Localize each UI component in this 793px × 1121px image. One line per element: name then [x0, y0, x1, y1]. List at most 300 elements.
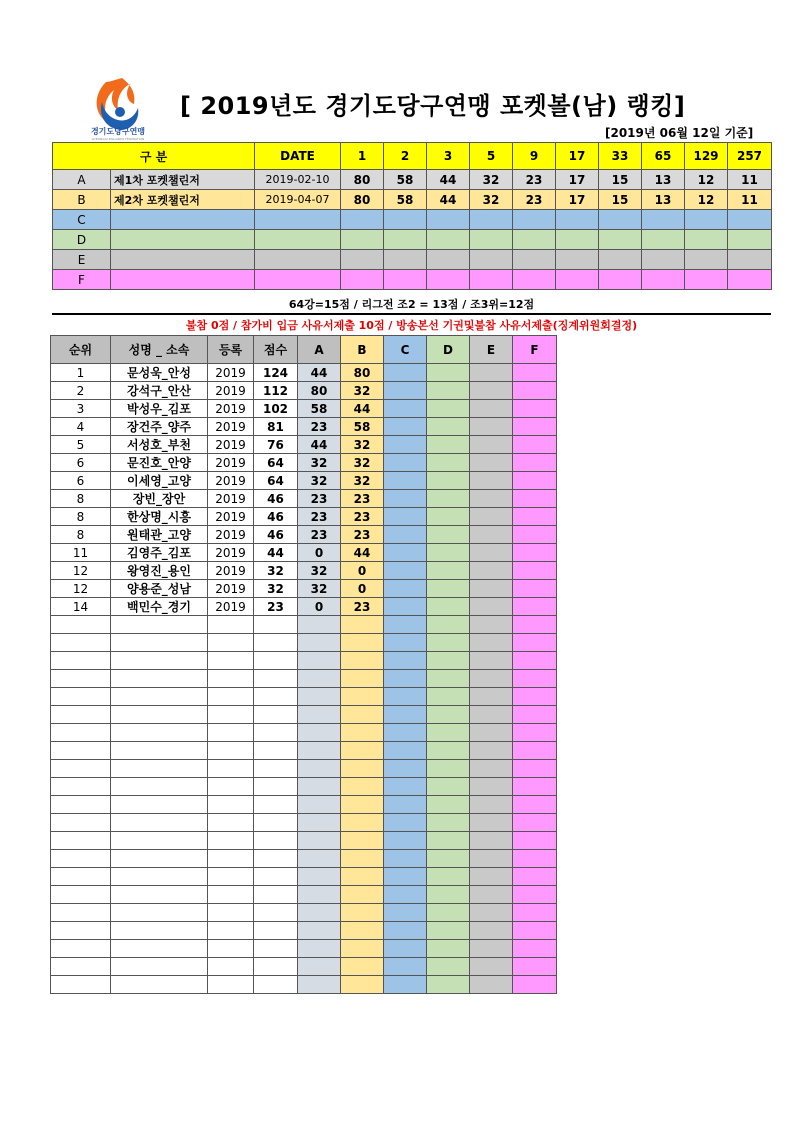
penalty-rule-text: 불참 0점 / 참가비 입금 사유서제출 10점 / 방송본선 기권및불참 사유서제출(징계위원회결정) — [185, 319, 638, 332]
ranking-cell: 23 — [298, 526, 341, 544]
tournament-points: 58 — [384, 190, 427, 210]
empty-cell — [254, 904, 298, 922]
table-row — [51, 508, 557, 526]
empty-cell — [254, 958, 298, 976]
header-rank-2: 2 — [384, 143, 427, 170]
empty-cell — [208, 616, 254, 634]
ranking-cell — [384, 544, 427, 562]
ranking-cell — [470, 562, 513, 580]
empty-cell — [51, 796, 111, 814]
table-row — [51, 562, 557, 580]
ranking-cell: 2019 — [208, 436, 254, 454]
ranking-cell — [470, 490, 513, 508]
empty-cell — [254, 670, 298, 688]
empty-cell — [51, 724, 111, 742]
empty-cell — [513, 850, 557, 868]
ranking-header-cell: C — [384, 336, 427, 364]
header-rank-5: 5 — [470, 143, 513, 170]
tournament-code: B — [53, 190, 111, 210]
empty-cell — [427, 850, 470, 868]
empty-cell — [427, 616, 470, 634]
empty-cell — [208, 634, 254, 652]
ranking-cell — [427, 454, 470, 472]
ranking-cell: 23 — [298, 418, 341, 436]
empty-cell — [341, 976, 384, 994]
ranking-cell — [427, 544, 470, 562]
table-row — [51, 544, 557, 562]
empty-cell — [111, 760, 208, 778]
tournament-points — [685, 250, 728, 270]
ranking-header-cell: E — [470, 336, 513, 364]
empty-cell — [208, 742, 254, 760]
tournament-points — [470, 250, 513, 270]
empty-cell — [111, 706, 208, 724]
empty-cell — [341, 652, 384, 670]
ranking-header-cell: A — [298, 336, 341, 364]
empty-row — [51, 958, 557, 976]
tournament-points: 13 — [642, 190, 685, 210]
empty-cell — [470, 832, 513, 850]
empty-cell — [427, 814, 470, 832]
empty-cell — [111, 742, 208, 760]
empty-cell — [254, 724, 298, 742]
empty-cell — [298, 940, 341, 958]
table-row — [51, 490, 557, 508]
empty-cell — [513, 616, 557, 634]
empty-cell — [427, 724, 470, 742]
empty-row — [51, 652, 557, 670]
tournament-points — [513, 270, 556, 290]
ranking-cell: 2019 — [208, 598, 254, 616]
empty-cell — [470, 814, 513, 832]
tournament-points — [599, 270, 642, 290]
empty-row — [51, 670, 557, 688]
empty-cell — [470, 778, 513, 796]
empty-cell — [341, 958, 384, 976]
ranking-cell: 14 — [51, 598, 111, 616]
ranking-cell — [513, 436, 557, 454]
ranking-cell — [384, 418, 427, 436]
ranking-cell — [384, 508, 427, 526]
ranking-cell — [470, 526, 513, 544]
ranking-cell: 8 — [51, 526, 111, 544]
tournament-date — [255, 250, 341, 270]
ranking-cell — [427, 364, 470, 382]
tournament-points — [513, 230, 556, 250]
ranking-cell: 124 — [254, 364, 298, 382]
empty-cell — [513, 940, 557, 958]
empty-cell — [208, 940, 254, 958]
tournament-date — [255, 230, 341, 250]
empty-row — [51, 724, 557, 742]
ranking-cell: 6 — [51, 454, 111, 472]
empty-cell — [470, 958, 513, 976]
ranking-cell — [513, 598, 557, 616]
tournament-date: 2019-04-07 — [255, 190, 341, 210]
empty-cell — [427, 886, 470, 904]
empty-cell — [298, 904, 341, 922]
ranking-cell: 23 — [298, 508, 341, 526]
tournament-name — [111, 270, 255, 290]
empty-cell — [341, 886, 384, 904]
tournament-points — [384, 210, 427, 230]
tournament-points — [341, 210, 384, 230]
tournament-points: 13 — [642, 170, 685, 190]
empty-cell — [427, 832, 470, 850]
ranking-cell: 81 — [254, 418, 298, 436]
tournament-points — [427, 230, 470, 250]
ranking-cell: 44 — [298, 364, 341, 382]
ranking-cell: 양용준_성남 — [111, 580, 208, 598]
tournament-row-c — [53, 210, 772, 230]
tournament-points — [728, 230, 772, 250]
empty-cell — [111, 670, 208, 688]
empty-cell — [111, 634, 208, 652]
tournament-points — [470, 210, 513, 230]
ranking-cell: 44 — [298, 436, 341, 454]
ranking-cell: 박성우_김포 — [111, 400, 208, 418]
empty-cell — [427, 760, 470, 778]
ranking-cell: 32 — [254, 562, 298, 580]
tournament-row-b — [53, 190, 772, 210]
tournament-name — [111, 210, 255, 230]
ranking-cell: 32 — [298, 472, 341, 490]
empty-cell — [427, 958, 470, 976]
ranking-cell — [513, 382, 557, 400]
tournament-row-a — [53, 170, 772, 190]
empty-cell — [111, 778, 208, 796]
empty-cell — [298, 958, 341, 976]
ranking-cell: 46 — [254, 490, 298, 508]
ranking-header-cell: B — [341, 336, 384, 364]
empty-cell — [254, 688, 298, 706]
ranking-cell: 12 — [51, 562, 111, 580]
tournament-name: 제2차 포켓챌린저 — [111, 190, 255, 210]
empty-cell — [513, 922, 557, 940]
empty-cell — [341, 778, 384, 796]
divider — [52, 313, 771, 315]
tournament-points: 44 — [427, 170, 470, 190]
empty-cell — [341, 850, 384, 868]
empty-cell — [254, 796, 298, 814]
ranking-header-cell: D — [427, 336, 470, 364]
ranking-cell: 23 — [341, 526, 384, 544]
empty-cell — [208, 760, 254, 778]
tournament-points — [599, 230, 642, 250]
tournament-points — [341, 270, 384, 290]
ranking-header-cell: 등록 — [208, 336, 254, 364]
empty-cell — [384, 796, 427, 814]
tournament-points: 12 — [685, 190, 728, 210]
ranking-cell — [513, 526, 557, 544]
tournament-code: C — [53, 210, 111, 230]
ranking-cell — [513, 454, 557, 472]
empty-cell — [384, 760, 427, 778]
logo-org-name: 경기도당구연맹 — [90, 127, 146, 136]
empty-cell — [384, 706, 427, 724]
empty-cell — [427, 904, 470, 922]
ranking-cell: 문진호_안양 — [111, 454, 208, 472]
empty-cell — [341, 922, 384, 940]
ranking-cell — [384, 598, 427, 616]
ranking-cell — [513, 364, 557, 382]
ranking-cell: 백민수_경기 — [111, 598, 208, 616]
tournament-points — [556, 270, 599, 290]
ranking-cell — [470, 454, 513, 472]
empty-cell — [254, 760, 298, 778]
table-row — [51, 598, 557, 616]
tournament-points: 12 — [685, 170, 728, 190]
ranking-cell: 46 — [254, 526, 298, 544]
empty-cell — [470, 904, 513, 922]
empty-cell — [111, 868, 208, 886]
ranking-cell — [427, 400, 470, 418]
empty-cell — [427, 634, 470, 652]
ranking-cell — [470, 436, 513, 454]
empty-cell — [51, 976, 111, 994]
empty-row — [51, 778, 557, 796]
empty-cell — [51, 886, 111, 904]
empty-cell — [427, 706, 470, 724]
empty-cell — [384, 778, 427, 796]
empty-cell — [513, 868, 557, 886]
tournament-points — [427, 250, 470, 270]
empty-cell — [427, 688, 470, 706]
empty-cell — [341, 688, 384, 706]
empty-cell — [111, 688, 208, 706]
empty-cell — [208, 868, 254, 886]
empty-cell — [51, 778, 111, 796]
empty-cell — [51, 688, 111, 706]
tournament-date: 2019-02-10 — [255, 170, 341, 190]
ranking-cell: 112 — [254, 382, 298, 400]
empty-cell — [254, 940, 298, 958]
empty-cell — [208, 670, 254, 688]
ranking-cell: 4 — [51, 418, 111, 436]
empty-cell — [341, 706, 384, 724]
ranking-cell: 32 — [341, 454, 384, 472]
ranking-cell: 2019 — [208, 580, 254, 598]
header-rank-257: 257 — [728, 143, 772, 170]
empty-row — [51, 760, 557, 778]
table-row — [51, 526, 557, 544]
tournament-points — [341, 230, 384, 250]
empty-cell — [254, 868, 298, 886]
ranking-cell — [384, 382, 427, 400]
tournament-points — [384, 270, 427, 290]
empty-cell — [254, 832, 298, 850]
ranking-cell: 23 — [341, 598, 384, 616]
empty-cell — [470, 868, 513, 886]
ranking-cell: 64 — [254, 472, 298, 490]
empty-cell — [111, 976, 208, 994]
tournament-points — [513, 210, 556, 230]
empty-cell — [111, 724, 208, 742]
empty-cell — [384, 976, 427, 994]
empty-row — [51, 634, 557, 652]
empty-cell — [427, 652, 470, 670]
ranking-cell: 44 — [341, 400, 384, 418]
empty-cell — [513, 706, 557, 724]
empty-cell — [384, 886, 427, 904]
ranking-cell — [427, 418, 470, 436]
ranking-cell — [427, 382, 470, 400]
ranking-table — [50, 335, 557, 994]
ranking-cell: 12 — [51, 580, 111, 598]
empty-cell — [427, 976, 470, 994]
ranking-cell: 김영주_김포 — [111, 544, 208, 562]
ranking-cell: 원태관_고양 — [111, 526, 208, 544]
empty-cell — [51, 904, 111, 922]
ranking-cell — [513, 400, 557, 418]
empty-cell — [254, 778, 298, 796]
ranking-cell: 32 — [298, 454, 341, 472]
tournament-points: 23 — [513, 190, 556, 210]
empty-cell — [208, 832, 254, 850]
ranking-cell: 1 — [51, 364, 111, 382]
ranking-cell: 5 — [51, 436, 111, 454]
tournament-points — [685, 210, 728, 230]
empty-cell — [51, 670, 111, 688]
ranking-cell: 2019 — [208, 544, 254, 562]
ranking-cell — [470, 580, 513, 598]
empty-cell — [51, 850, 111, 868]
empty-cell — [470, 940, 513, 958]
empty-cell — [298, 634, 341, 652]
empty-cell — [513, 778, 557, 796]
empty-cell — [208, 976, 254, 994]
empty-cell — [51, 814, 111, 832]
empty-cell — [254, 742, 298, 760]
empty-cell — [111, 652, 208, 670]
empty-cell — [51, 616, 111, 634]
ranking-cell: 23 — [341, 508, 384, 526]
ranking-cell: 32 — [341, 472, 384, 490]
empty-cell — [208, 904, 254, 922]
tournament-points: 11 — [728, 190, 772, 210]
empty-cell — [384, 940, 427, 958]
ranking-header-cell: 점수 — [254, 336, 298, 364]
ranking-cell: 32 — [298, 562, 341, 580]
empty-cell — [51, 706, 111, 724]
empty-cell — [111, 904, 208, 922]
empty-cell — [298, 688, 341, 706]
empty-cell — [470, 922, 513, 940]
ranking-cell: 2019 — [208, 400, 254, 418]
tournament-points: 15 — [599, 170, 642, 190]
empty-cell — [111, 922, 208, 940]
empty-cell — [384, 850, 427, 868]
ranking-cell — [427, 562, 470, 580]
empty-cell — [470, 796, 513, 814]
ranking-cell — [513, 562, 557, 580]
empty-cell — [51, 652, 111, 670]
empty-cell — [254, 922, 298, 940]
ranking-cell: 32 — [341, 382, 384, 400]
ranking-cell: 23 — [341, 490, 384, 508]
empty-cell — [51, 634, 111, 652]
ranking-cell — [384, 472, 427, 490]
empty-cell — [208, 814, 254, 832]
empty-cell — [254, 850, 298, 868]
empty-cell — [298, 652, 341, 670]
ranking-cell: 2019 — [208, 382, 254, 400]
empty-cell — [298, 796, 341, 814]
ranking-cell: 문성욱_안성 — [111, 364, 208, 382]
ranking-cell — [470, 400, 513, 418]
tournament-code: A — [53, 170, 111, 190]
empty-cell — [513, 904, 557, 922]
empty-cell — [254, 652, 298, 670]
header-rank-129: 129 — [685, 143, 728, 170]
empty-cell — [208, 922, 254, 940]
ranking-cell: 0 — [298, 598, 341, 616]
ranking-cell — [470, 418, 513, 436]
ranking-cell — [470, 508, 513, 526]
empty-cell — [470, 886, 513, 904]
ranking-cell — [384, 562, 427, 580]
empty-cell — [208, 688, 254, 706]
empty-cell — [111, 958, 208, 976]
empty-cell — [384, 958, 427, 976]
empty-cell — [208, 958, 254, 976]
empty-cell — [427, 796, 470, 814]
ranking-cell — [470, 544, 513, 562]
empty-cell — [208, 706, 254, 724]
empty-cell — [341, 868, 384, 886]
empty-cell — [208, 724, 254, 742]
table-row — [51, 472, 557, 490]
empty-cell — [384, 742, 427, 760]
empty-cell — [208, 778, 254, 796]
ranking-cell — [427, 472, 470, 490]
header-date: DATE — [255, 143, 341, 170]
ranking-cell — [384, 400, 427, 418]
ranking-cell: 이세영_고양 — [111, 472, 208, 490]
ranking-cell: 3 — [51, 400, 111, 418]
tournament-name — [111, 230, 255, 250]
empty-cell — [341, 796, 384, 814]
empty-cell — [341, 940, 384, 958]
tournament-points — [728, 270, 772, 290]
empty-cell — [513, 976, 557, 994]
tournament-points — [642, 250, 685, 270]
ranking-cell: 11 — [51, 544, 111, 562]
empty-row — [51, 688, 557, 706]
ranking-cell — [513, 508, 557, 526]
tournament-points — [427, 210, 470, 230]
header-rank-3: 3 — [427, 143, 470, 170]
tournament-row-d — [53, 230, 772, 250]
empty-cell — [470, 652, 513, 670]
ranking-cell — [384, 454, 427, 472]
tournament-points — [513, 250, 556, 270]
empty-cell — [208, 796, 254, 814]
empty-cell — [513, 814, 557, 832]
ranking-cell: 64 — [254, 454, 298, 472]
tournament-points — [384, 250, 427, 270]
ranking-cell — [470, 598, 513, 616]
ranking-cell: 2019 — [208, 526, 254, 544]
header-rank-33: 33 — [599, 143, 642, 170]
empty-cell — [470, 634, 513, 652]
tournament-points — [642, 210, 685, 230]
empty-cell — [51, 742, 111, 760]
empty-cell — [341, 616, 384, 634]
empty-row — [51, 976, 557, 994]
table-row — [51, 382, 557, 400]
tournament-points: 58 — [384, 170, 427, 190]
